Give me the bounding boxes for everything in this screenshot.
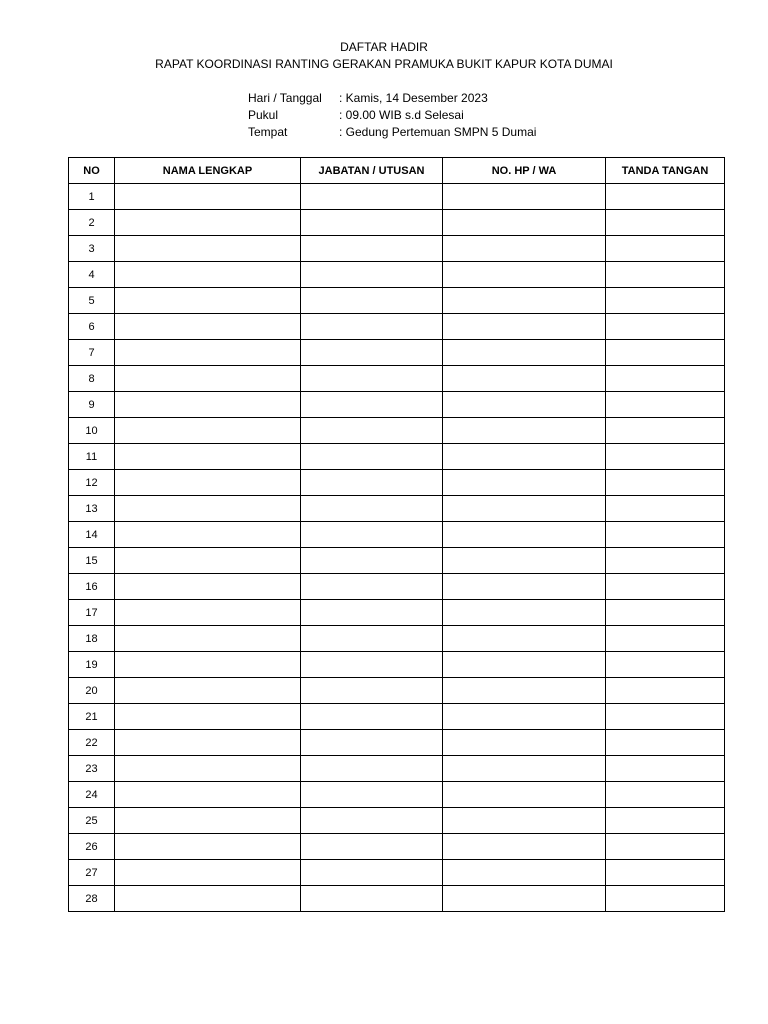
no-hp-wa-cell — [443, 184, 606, 210]
row-number-cell: 16 — [69, 574, 115, 600]
table-row — [69, 626, 725, 652]
jabatan-utusan-cell — [301, 470, 443, 496]
tanda-tangan-cell — [606, 730, 725, 756]
row-number-cell: 25 — [69, 808, 115, 834]
nama-lengkap-cell — [115, 678, 301, 704]
jabatan-utusan-cell — [301, 418, 443, 444]
row-number-cell: 4 — [69, 262, 115, 288]
row-number-cell: 13 — [69, 496, 115, 522]
table-row — [69, 236, 725, 262]
jabatan-utusan-cell — [301, 600, 443, 626]
nama-lengkap-cell — [115, 574, 301, 600]
nama-lengkap-cell — [115, 704, 301, 730]
no-hp-wa-cell — [443, 444, 606, 470]
column-header-tanda-tangan: TANDA TANGAN — [606, 158, 725, 184]
tanda-tangan-cell — [606, 444, 725, 470]
nama-lengkap-cell — [115, 418, 301, 444]
row-number-cell: 6 — [69, 314, 115, 340]
no-hp-wa-cell — [443, 314, 606, 340]
nama-lengkap-cell — [115, 860, 301, 886]
nama-lengkap-cell — [115, 522, 301, 548]
document-title: DAFTAR HADIR — [340, 40, 428, 54]
no-hp-wa-cell — [443, 704, 606, 730]
table-row — [69, 522, 725, 548]
jabatan-utusan-cell — [301, 782, 443, 808]
no-hp-wa-cell — [443, 418, 606, 444]
nama-lengkap-cell — [115, 288, 301, 314]
tanda-tangan-cell — [606, 470, 725, 496]
row-number-cell: 2 — [69, 210, 115, 236]
nama-lengkap-cell — [115, 834, 301, 860]
no-hp-wa-cell — [443, 756, 606, 782]
no-hp-wa-cell — [443, 808, 606, 834]
no-hp-wa-cell — [443, 730, 606, 756]
jabatan-utusan-cell — [301, 522, 443, 548]
nama-lengkap-cell — [115, 808, 301, 834]
column-header-jabatan-utusan: JABATAN / UTUSAN — [301, 158, 443, 184]
jabatan-utusan-cell — [301, 340, 443, 366]
table-row — [69, 184, 725, 210]
jabatan-utusan-cell — [301, 756, 443, 782]
jabatan-utusan-cell — [301, 392, 443, 418]
time-value: : 09.00 WIB s.d Selesai — [339, 108, 464, 122]
table-row — [69, 808, 725, 834]
tanda-tangan-cell — [606, 236, 725, 262]
table-row — [69, 288, 725, 314]
nama-lengkap-cell — [115, 600, 301, 626]
row-number-cell: 5 — [69, 288, 115, 314]
table-row — [69, 340, 725, 366]
row-number-cell: 26 — [69, 834, 115, 860]
attendance-table — [68, 157, 725, 912]
tanda-tangan-cell — [606, 288, 725, 314]
row-number-cell: 18 — [69, 626, 115, 652]
nama-lengkap-cell — [115, 184, 301, 210]
time-label: Pukul — [248, 108, 279, 122]
no-hp-wa-cell — [443, 834, 606, 860]
jabatan-utusan-cell — [301, 444, 443, 470]
nama-lengkap-cell — [115, 470, 301, 496]
table-row — [69, 730, 725, 756]
tanda-tangan-cell — [606, 886, 725, 912]
tanda-tangan-cell — [606, 574, 725, 600]
table-row — [69, 678, 725, 704]
table-row — [69, 834, 725, 860]
nama-lengkap-cell — [115, 730, 301, 756]
no-hp-wa-cell — [443, 210, 606, 236]
nama-lengkap-cell — [115, 652, 301, 678]
tanda-tangan-cell — [606, 262, 725, 288]
no-hp-wa-cell — [443, 496, 606, 522]
no-hp-wa-cell — [443, 652, 606, 678]
jabatan-utusan-cell — [301, 808, 443, 834]
tanda-tangan-cell — [606, 626, 725, 652]
jabatan-utusan-cell — [301, 496, 443, 522]
row-number-cell: 22 — [69, 730, 115, 756]
nama-lengkap-cell — [115, 210, 301, 236]
table-row — [69, 418, 725, 444]
tanda-tangan-cell — [606, 704, 725, 730]
no-hp-wa-cell — [443, 548, 606, 574]
row-number-cell: 10 — [69, 418, 115, 444]
date-label: Hari / Tanggal — [248, 91, 322, 105]
tanda-tangan-cell — [606, 314, 725, 340]
no-hp-wa-cell — [443, 860, 606, 886]
nama-lengkap-cell — [115, 262, 301, 288]
nama-lengkap-cell — [115, 366, 301, 392]
table-row — [69, 314, 725, 340]
row-number-cell: 14 — [69, 522, 115, 548]
jabatan-utusan-cell — [301, 184, 443, 210]
no-hp-wa-cell — [443, 366, 606, 392]
jabatan-utusan-cell — [301, 704, 443, 730]
jabatan-utusan-cell — [301, 548, 443, 574]
tanda-tangan-cell — [606, 418, 725, 444]
row-number-cell: 3 — [69, 236, 115, 262]
table-row — [69, 548, 725, 574]
no-hp-wa-cell — [443, 574, 606, 600]
table-row — [69, 470, 725, 496]
nama-lengkap-cell — [115, 626, 301, 652]
jabatan-utusan-cell — [301, 626, 443, 652]
row-number-cell: 21 — [69, 704, 115, 730]
jabatan-utusan-cell — [301, 288, 443, 314]
table-row — [69, 652, 725, 678]
table-row — [69, 600, 725, 626]
no-hp-wa-cell — [443, 626, 606, 652]
column-header-no: NO — [69, 158, 115, 184]
row-number-cell: 24 — [69, 782, 115, 808]
nama-lengkap-cell — [115, 782, 301, 808]
nama-lengkap-cell — [115, 392, 301, 418]
row-number-cell: 19 — [69, 652, 115, 678]
column-header-no-hp-wa: NO. HP / WA — [443, 158, 606, 184]
table-row — [69, 756, 725, 782]
jabatan-utusan-cell — [301, 366, 443, 392]
table-row — [69, 574, 725, 600]
table-row — [69, 860, 725, 886]
nama-lengkap-cell — [115, 340, 301, 366]
tanda-tangan-cell — [606, 652, 725, 678]
tanda-tangan-cell — [606, 366, 725, 392]
jabatan-utusan-cell — [301, 210, 443, 236]
tanda-tangan-cell — [606, 808, 725, 834]
row-number-cell: 23 — [69, 756, 115, 782]
row-number-cell: 1 — [69, 184, 115, 210]
tanda-tangan-cell — [606, 522, 725, 548]
tanda-tangan-cell — [606, 340, 725, 366]
jabatan-utusan-cell — [301, 314, 443, 340]
table-row — [69, 366, 725, 392]
no-hp-wa-cell — [443, 678, 606, 704]
tanda-tangan-cell — [606, 860, 725, 886]
tanda-tangan-cell — [606, 210, 725, 236]
nama-lengkap-cell — [115, 444, 301, 470]
nama-lengkap-cell — [115, 496, 301, 522]
row-number-cell: 17 — [69, 600, 115, 626]
row-number-cell: 8 — [69, 366, 115, 392]
row-number-cell: 27 — [69, 860, 115, 886]
nama-lengkap-cell — [115, 756, 301, 782]
no-hp-wa-cell — [443, 340, 606, 366]
table-row — [69, 704, 725, 730]
nama-lengkap-cell — [115, 548, 301, 574]
attendance-table-body — [69, 184, 725, 912]
tanda-tangan-cell — [606, 548, 725, 574]
jabatan-utusan-cell — [301, 834, 443, 860]
tanda-tangan-cell — [606, 756, 725, 782]
date-value: : Kamis, 14 Desember 2023 — [339, 91, 488, 105]
table-header-row — [69, 158, 725, 184]
jabatan-utusan-cell — [301, 262, 443, 288]
place-label: Tempat — [248, 125, 288, 139]
no-hp-wa-cell — [443, 886, 606, 912]
no-hp-wa-cell — [443, 600, 606, 626]
tanda-tangan-cell — [606, 834, 725, 860]
jabatan-utusan-cell — [301, 652, 443, 678]
no-hp-wa-cell — [443, 392, 606, 418]
row-number-cell: 20 — [69, 678, 115, 704]
tanda-tangan-cell — [606, 782, 725, 808]
tanda-tangan-cell — [606, 392, 725, 418]
tanda-tangan-cell — [606, 678, 725, 704]
document-subtitle: RAPAT KOORDINASI RANTING GERAKAN PRAMUKA BUKIT KAPUR KOTA DUMAI — [155, 57, 613, 71]
table-row — [69, 496, 725, 522]
jabatan-utusan-cell — [301, 236, 443, 262]
no-hp-wa-cell — [443, 782, 606, 808]
no-hp-wa-cell — [443, 288, 606, 314]
jabatan-utusan-cell — [301, 574, 443, 600]
no-hp-wa-cell — [443, 470, 606, 496]
jabatan-utusan-cell — [301, 730, 443, 756]
table-row — [69, 886, 725, 912]
no-hp-wa-cell — [443, 262, 606, 288]
no-hp-wa-cell — [443, 522, 606, 548]
nama-lengkap-cell — [115, 236, 301, 262]
row-number-cell: 9 — [69, 392, 115, 418]
table-row — [69, 210, 725, 236]
jabatan-utusan-cell — [301, 678, 443, 704]
row-number-cell: 7 — [69, 340, 115, 366]
table-row — [69, 262, 725, 288]
tanda-tangan-cell — [606, 496, 725, 522]
tanda-tangan-cell — [606, 600, 725, 626]
jabatan-utusan-cell — [301, 886, 443, 912]
nama-lengkap-cell — [115, 314, 301, 340]
jabatan-utusan-cell — [301, 860, 443, 886]
no-hp-wa-cell — [443, 236, 606, 262]
row-number-cell: 15 — [69, 548, 115, 574]
row-number-cell: 28 — [69, 886, 115, 912]
tanda-tangan-cell — [606, 184, 725, 210]
table-row — [69, 444, 725, 470]
column-header-nama-lengkap: NAMA LENGKAP — [115, 158, 301, 184]
table-row — [69, 392, 725, 418]
row-number-cell: 12 — [69, 470, 115, 496]
nama-lengkap-cell — [115, 886, 301, 912]
place-value: : Gedung Pertemuan SMPN 5 Dumai — [339, 125, 537, 139]
table-row — [69, 782, 725, 808]
row-number-cell: 11 — [69, 444, 115, 470]
